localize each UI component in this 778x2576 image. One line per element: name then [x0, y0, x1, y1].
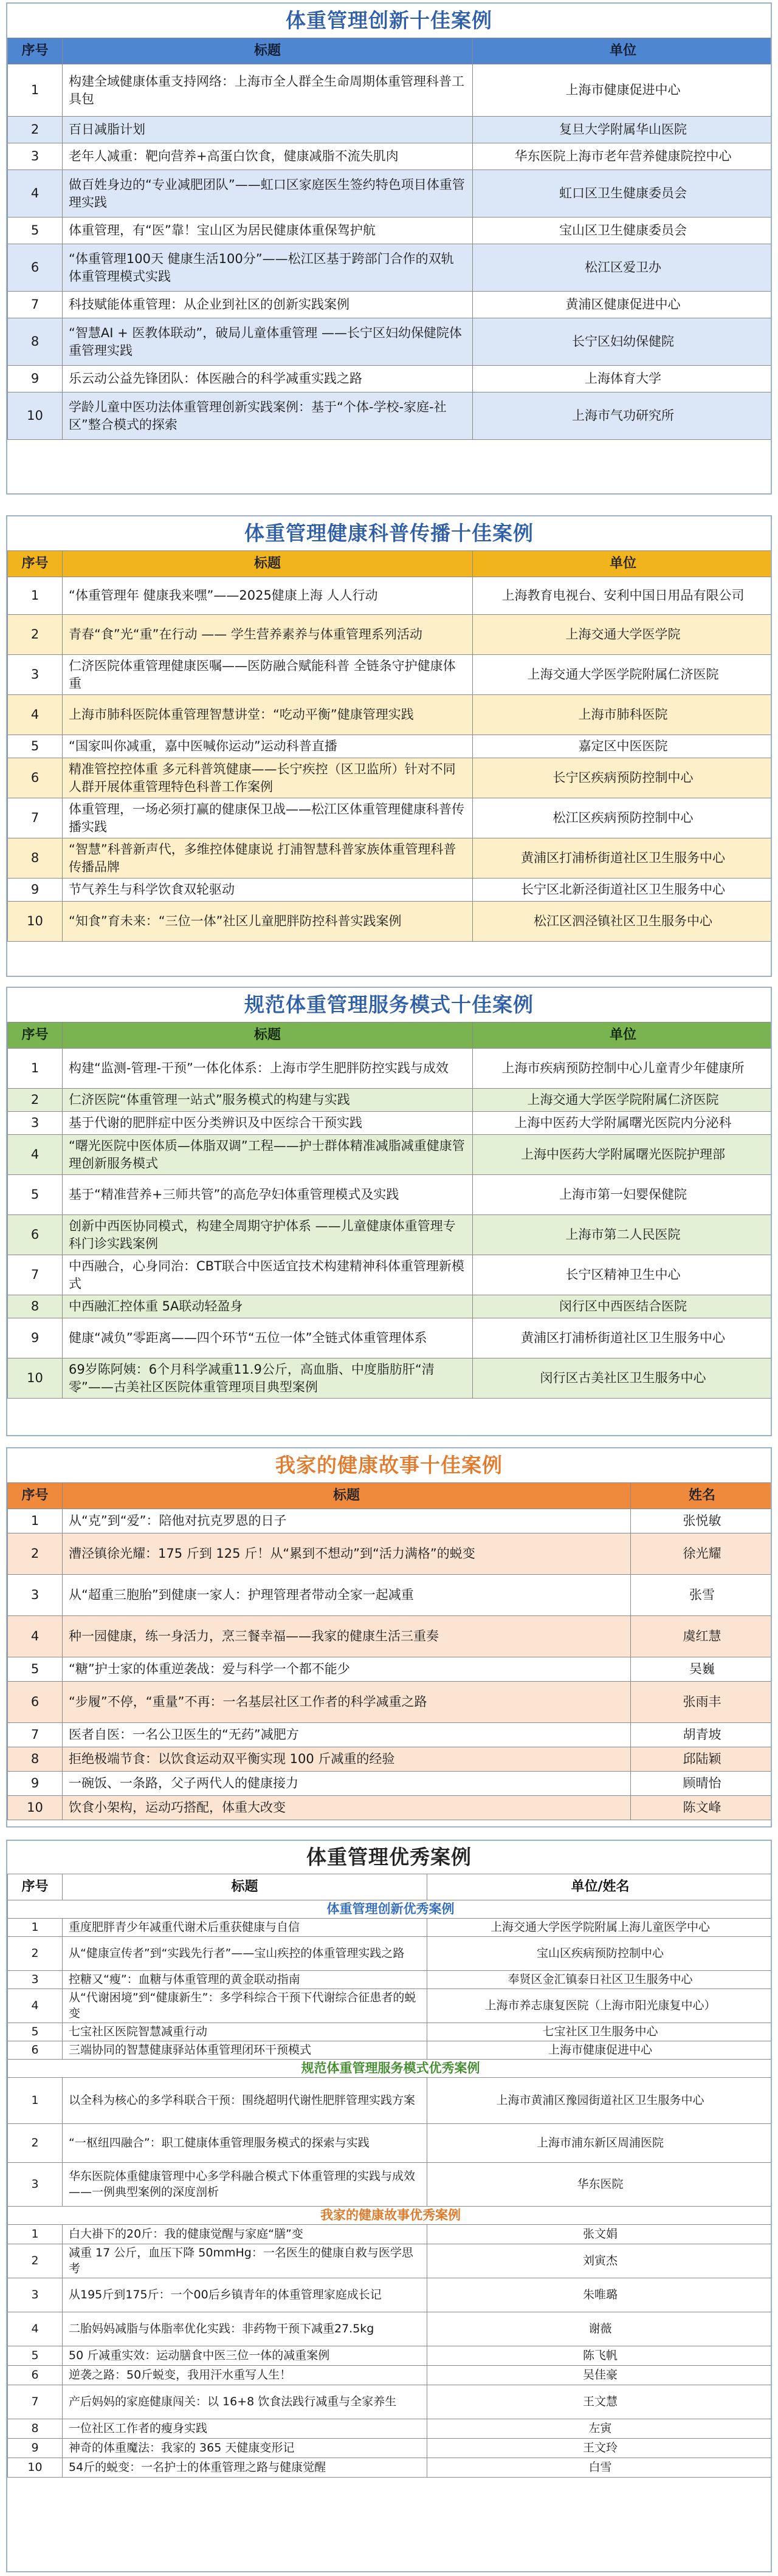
row-unit: 上海市第二人民医院: [473, 1215, 773, 1255]
row-title: 一碗饭、一条路，父子两代人的健康接力: [63, 1772, 631, 1796]
row-name: 吴巍: [631, 1657, 773, 1682]
row-number: 1: [8, 2225, 63, 2244]
row-number: 10: [8, 2458, 63, 2478]
header-title: 标题: [63, 1023, 473, 1049]
row-title: 做百姓身边的“专业减肥团队”——虹口区家庭医生签约特色项目体重管理实践: [63, 170, 473, 218]
row-number: 1: [8, 1509, 63, 1533]
row-title: 健康“减负”零距离——四个环节“五位一体”全链式体重管理体系: [63, 1318, 473, 1358]
cases-table: [7, 1482, 772, 1820]
row-number: 3: [8, 2278, 63, 2312]
row-title: 拒绝极端节食：以饮食运动双平衡实现 100 斤减重的经验: [63, 1747, 631, 1772]
row-number: 5: [8, 1657, 63, 1682]
row-title: 构建“监测-管理-干预”一体化体系：上海市学生肥胖防控实践与成效: [63, 1049, 473, 1089]
header-number: 序号: [8, 551, 63, 577]
section-title: 体重管理创新十佳案例: [7, 4, 771, 38]
row-unit: 上海交通大学医学院附属仁济医院: [473, 655, 773, 695]
row-title: 白大褂下的20斤：我的健康觉醒与家庭“膳”变: [63, 2225, 427, 2244]
row-number: 2: [8, 2244, 63, 2278]
row-title: 节气养生与科学饮食双轮驱动: [63, 879, 473, 902]
section-title: 体重管理优秀案例: [7, 1841, 771, 1874]
row-number: 5: [8, 218, 63, 244]
row-number: 7: [8, 1255, 63, 1295]
row-name: 顾晴怡: [631, 1772, 773, 1796]
row-title: 从“克”到“爱”：陪他对抗克罗恩的日子: [63, 1509, 631, 1533]
row-title: 重度肥胖青少年减重代谢术后重获健康与自信: [63, 1919, 427, 1937]
row-title: 饮食小架构，运动巧搭配，体重大改变: [63, 1796, 631, 1820]
row-name: 白雪: [427, 2458, 773, 2478]
row-title: 仁济医院“体重管理一站式”服务模式的构建与实践: [63, 1089, 473, 1112]
row-number: 6: [8, 758, 63, 798]
row-name: 张雨丰: [631, 1682, 773, 1723]
row-number: 7: [8, 2385, 63, 2419]
row-number: 1: [8, 2078, 63, 2124]
row-number: 7: [8, 1723, 63, 1747]
row-number: 2: [8, 2124, 63, 2163]
row-name: 谢薇: [427, 2312, 773, 2346]
row-unit: 上海中医药大学附属曙光医院内分泌科: [473, 1112, 773, 1135]
row-name: 陈飞帆: [427, 2346, 773, 2366]
row-name: 邱陆颖: [631, 1747, 773, 1772]
row-unit: 黄浦区健康促进中心: [473, 292, 773, 318]
row-unit: 上海市健康促进中心: [427, 2041, 773, 2060]
row-title: 百日减脂计划: [63, 117, 473, 143]
row-unit: 上海交通大学医学院附属上海儿童医学中心: [427, 1919, 773, 1937]
row-title: “国家叫你减重，嘉中医喊你运动”运动科普直播: [63, 735, 473, 758]
row-title: 一位社区工作者的瘦身实践: [63, 2419, 427, 2439]
row-number: 8: [8, 838, 63, 879]
row-title: “糖”护士家的体重逆袭战：爱与科学一个都不能少: [63, 1657, 631, 1682]
row-number: 3: [8, 655, 63, 695]
row-number: 1: [8, 64, 63, 117]
row-number: 2: [8, 117, 63, 143]
row-unit: 长宁区妇幼保健院: [473, 318, 773, 366]
row-title: 乐云动公益先锋团队：体医融合的科学减重实践之路: [63, 366, 473, 392]
row-title: 基于“精准营养+三师共管”的高危孕妇体重管理模式及实践: [63, 1175, 473, 1215]
header-unit-name: 单位/姓名: [427, 1874, 773, 1900]
row-unit: 上海市疾病预防控制中心儿童青少年健康所: [473, 1049, 773, 1089]
row-title: 构建全域健康体重支持网络：上海市全人群全生命周期体重管理科普工具包: [63, 64, 473, 117]
row-unit: 七宝社区卫生服务中心: [427, 2023, 773, 2041]
header-name: 姓名: [631, 1483, 773, 1509]
row-unit: 宝山区卫生健康委员会: [473, 218, 773, 244]
section-science-communication-top10: [6, 515, 772, 977]
subsection-title: 规范体重管理服务模式优秀案例: [8, 2060, 773, 2078]
row-title: 学龄儿童中医功法体重管理创新实践案例：基于“个体-学校-家庭-社区”整合模式的探索: [63, 392, 473, 440]
row-title: 产后妈妈的家庭健康闯关：以 16+8 饮食法践行减重与全家养生: [63, 2385, 427, 2419]
row-unit: 长宁区精神卫生中心: [473, 1255, 773, 1295]
row-number: 10: [8, 392, 63, 440]
row-number: 9: [8, 366, 63, 392]
row-number: 4: [8, 170, 63, 218]
row-title: 中西融汇控体重 5A联动轻盈身: [63, 1295, 473, 1318]
row-title: 老年人减重：靶向营养+高蛋白饮食，健康减脂不流失肌肉: [63, 143, 473, 170]
row-title: 从195斤到175斤：一个00后乡镇青年的体重管理家庭成长记: [63, 2278, 427, 2312]
row-number: 6: [8, 1682, 63, 1723]
row-number: 3: [8, 1971, 63, 1989]
header-unit: 单位: [473, 551, 773, 577]
row-title: “智慧”科普新声代，多维控体健康说 打浦智慧科普家族体重管理科普传播品牌: [63, 838, 473, 879]
row-unit: 长宁区北新泾街道社区卫生服务中心: [473, 879, 773, 902]
row-title: 基于代谢的肥胖症中医分类辨识及中医综合干预实践: [63, 1112, 473, 1135]
row-number: 10: [8, 1358, 63, 1399]
row-unit: 上海市浦东新区周浦医院: [427, 2124, 773, 2163]
row-number: 3: [8, 2163, 63, 2207]
row-title: 科技赋能体重管理：从企业到社区的创新实践案例: [63, 292, 473, 318]
row-name: 徐光耀: [631, 1533, 773, 1575]
row-title: 体重管理，一场必须打赢的健康保卫战——松江区体重管理健康科普传播实践: [63, 798, 473, 838]
header-title: 标题: [63, 1874, 427, 1900]
row-number: 4: [8, 1989, 63, 2023]
row-title: 逆袭之路：50斤蜕变，我用汗水重写人生！: [63, 2366, 427, 2385]
row-title: 仁济医院体重管理健康医嘱——医防融合赋能科普 全链条守护健康体重: [63, 655, 473, 695]
row-title: 69岁陈阿姨：6个月科学减重11.9公斤，高血脂、中度脂肪肝“清零”——古美社区医院体重管理项目典型案例: [63, 1358, 473, 1399]
row-title: 以全科为核心的多学科联合干预：围绕超明代谢性肥胖管理实践方案: [63, 2078, 427, 2124]
row-number: 10: [8, 902, 63, 942]
row-name: 王文玲: [427, 2439, 773, 2458]
row-unit: 虹口区卫生健康委员会: [473, 170, 773, 218]
row-unit: 松江区爱卫办: [473, 244, 773, 292]
row-number: 6: [8, 2366, 63, 2385]
row-unit: 上海中医药大学附属曙光医院护理部: [473, 1135, 773, 1175]
row-title: 从“健康宣传者”到“实践先行者”——宝山疾控的体重管理实践之路: [63, 1937, 427, 1971]
cases-table: [7, 1022, 772, 1399]
row-name: 刘寅杰: [427, 2244, 773, 2278]
row-unit: 上海市第一妇婴保健院: [473, 1175, 773, 1215]
row-unit: 华东医院: [427, 2163, 773, 2207]
row-number: 1: [8, 577, 63, 615]
row-name: 朱唯璐: [427, 2278, 773, 2312]
row-unit: 上海市肺科医院: [473, 695, 773, 735]
row-title: “智慧AI + 医教体联动”，破局儿童体重管理 ——长宁区妇幼保健院体重管理实践: [63, 318, 473, 366]
row-number: 8: [8, 2419, 63, 2439]
row-unit: 闵行区古美社区卫生服务中心: [473, 1358, 773, 1399]
header-number: 序号: [8, 1483, 63, 1509]
section-family-story-top10: [6, 1447, 772, 1828]
row-number: 6: [8, 1215, 63, 1255]
section-service-model-top10: [6, 987, 772, 1436]
row-number: 3: [8, 1112, 63, 1135]
row-number: 4: [8, 1616, 63, 1657]
row-title: 从“代谢困境”到“健康新生”：多学科综合干预下代谢综合征患者的蜕变: [63, 1989, 427, 2023]
row-unit: 嘉定区中医医院: [473, 735, 773, 758]
header-title: 标题: [63, 1483, 631, 1509]
row-unit: 奉贤区金汇镇泰日社区卫生服务中心: [427, 1971, 773, 1989]
row-unit: 黄浦区打浦桥街道社区卫生服务中心: [473, 838, 773, 879]
row-title: 54斤的蜕变：一名护士的体重管理之路与健康觉醒: [63, 2458, 427, 2478]
row-title: “知食”育未来：“三位一体”社区儿童肥胖防控科普实践案例: [63, 902, 473, 942]
row-unit: 上海交通大学医学院附属仁济医院: [473, 1089, 773, 1112]
row-number: 2: [8, 1533, 63, 1575]
row-title: 创新中西医协同模式，构建全周期守护体系 ——儿童健康体重管理专科门诊实践案例: [63, 1215, 473, 1255]
header-number: 序号: [8, 1023, 63, 1049]
row-title: 控糖又“瘦”：血糖与体重管理的黄金联动指南: [63, 1971, 427, 1989]
row-number: 3: [8, 1575, 63, 1616]
row-title: 上海市肺科医院体重管理智慧讲堂：“吃动平衡”健康管理实践: [63, 695, 473, 735]
row-title: 减重 17 公斤，血压下降 50mmHg：一名医生的健康自救与医学思考: [63, 2244, 427, 2278]
row-number: 9: [8, 2439, 63, 2458]
row-unit: 上海教育电视台、安利中国日用品有限公司: [473, 577, 773, 615]
row-number: 8: [8, 318, 63, 366]
row-unit: 闵行区中西医结合医院: [473, 1295, 773, 1318]
row-number: 9: [8, 879, 63, 902]
row-title: “步履”不停，“重量”不再：一名基层社区工作者的科学减重之路: [63, 1682, 631, 1723]
row-number: 1: [8, 1049, 63, 1089]
header-number: 序号: [8, 1874, 63, 1900]
row-unit: 上海市养志康复医院（上海市阳光康复中心）: [427, 1989, 773, 2023]
row-number: 9: [8, 1318, 63, 1358]
row-name: 吴佳豪: [427, 2366, 773, 2385]
row-title: “体重管理年 健康我来嘿”——2025健康上海 人人行动: [63, 577, 473, 615]
row-title: “曙光医院中医体质—体脂双调”工程——护士群体精准减脂减重健康管理创新服务模式: [63, 1135, 473, 1175]
header-title: 标题: [63, 551, 473, 577]
row-title: 七宝社区医院智慧减重行动: [63, 2023, 427, 2041]
row-title: 从“超重三胞胎”到健康一家人：护理管理者带动全家一起减重: [63, 1575, 631, 1616]
row-name: 虞红慧: [631, 1616, 773, 1657]
cases-table: [7, 550, 772, 942]
subsection-title: 我家的健康故事优秀案例: [8, 2207, 773, 2225]
row-name: 左寅: [427, 2419, 773, 2439]
row-unit: 上海市健康促进中心: [473, 64, 773, 117]
row-title: 神奇的体重魔法：我家的 365 天健康变形记: [63, 2439, 427, 2458]
row-number: 7: [8, 798, 63, 838]
row-name: 陈文峰: [631, 1796, 773, 1820]
row-unit: 上海市气功研究所: [473, 392, 773, 440]
excellent-table: [7, 1874, 772, 2478]
header-title: 标题: [63, 38, 473, 64]
row-number: 4: [8, 2312, 63, 2346]
row-title: 医者自医：一名公卫医生的“无药”减肥方: [63, 1723, 631, 1747]
row-unit: 复旦大学附属华山医院: [473, 117, 773, 143]
subsection-title: 体重管理创新优秀案例: [8, 1900, 773, 1919]
row-unit: 松江区泗泾镇社区卫生服务中心: [473, 902, 773, 942]
row-name: 胡青坡: [631, 1723, 773, 1747]
section-innovation-top10: [6, 2, 772, 495]
section-excellent-cases: [6, 1840, 772, 2572]
row-title: 华东医院体重健康管理中心多学科融合模式下体重管理的实践与成效——一例典型案例的深度剖析: [63, 2163, 427, 2207]
row-title: 青春“食”光“重”在行动 —— 学生营养素养与体重管理系列活动: [63, 615, 473, 655]
row-number: 6: [8, 244, 63, 292]
row-number: 8: [8, 1295, 63, 1318]
row-unit: 松江区疾病预防控制中心: [473, 798, 773, 838]
section-title: 我家的健康故事十佳案例: [7, 1448, 771, 1482]
row-title: 三端协同的智慧健康驿站体重管理闭环干预模式: [63, 2041, 427, 2060]
row-number: 6: [8, 2041, 63, 2060]
row-title: 精准管控控体重 多元科普筑健康——长宁疾控（区卫监所）针对不同人群开展体重管理特色科普工作案例: [63, 758, 473, 798]
section-title: 体重管理健康科普传播十佳案例: [7, 516, 771, 550]
row-number: 5: [8, 735, 63, 758]
row-number: 8: [8, 1747, 63, 1772]
row-unit: 宝山区疾病预防控制中心: [427, 1937, 773, 1971]
row-number: 2: [8, 615, 63, 655]
row-number: 2: [8, 1089, 63, 1112]
row-name: 张悦敏: [631, 1509, 773, 1533]
header-unit: 单位: [473, 1023, 773, 1049]
section-title: 规范体重管理服务模式十佳案例: [7, 988, 771, 1022]
row-number: 5: [8, 1175, 63, 1215]
row-name: 王文慧: [427, 2385, 773, 2419]
row-number: 9: [8, 1772, 63, 1796]
row-title: “体重管理100天 健康生活100分”——松江区基于跨部门合作的双轨体重管理模式实践: [63, 244, 473, 292]
row-unit: 长宁区疾病预防控制中心: [473, 758, 773, 798]
row-title: 体重管理，有“医”靠！宝山区为居民健康体重保驾护航: [63, 218, 473, 244]
row-number: 3: [8, 143, 63, 170]
row-title: “一枢纽四融合”：职工健康体重管理服务模式的探索与实践: [63, 2124, 427, 2163]
row-number: 5: [8, 2346, 63, 2366]
row-name: 张文娟: [427, 2225, 773, 2244]
row-unit: 上海市黄浦区豫园街道社区卫生服务中心: [427, 2078, 773, 2124]
header-number: 序号: [8, 38, 63, 64]
row-unit: 上海交通大学医学院: [473, 615, 773, 655]
row-title: 50 斤减重实效：运动膳食中医三位一体的减重案例: [63, 2346, 427, 2366]
row-number: 7: [8, 292, 63, 318]
row-title: 中西融合，心身同治：CBT联合中医适宜技术构建精神科体重管理新模式: [63, 1255, 473, 1295]
row-number: 1: [8, 1919, 63, 1937]
row-number: 4: [8, 695, 63, 735]
row-unit: 黄浦区打浦桥街道社区卫生服务中心: [473, 1318, 773, 1358]
row-title: 漕泾镇徐光耀：175 斤到 125 斤！从“累到不想动”到“活力满格”的蜕变: [63, 1533, 631, 1575]
row-title: 二胎妈妈减脂与体脂率优化实践：非药物干预下减重27.5kg: [63, 2312, 427, 2346]
row-unit: 上海体育大学: [473, 366, 773, 392]
cases-table: [7, 38, 772, 440]
row-number: 4: [8, 1135, 63, 1175]
row-number: 5: [8, 2023, 63, 2041]
row-unit: 华东医院上海市老年营养健康院控中心: [473, 143, 773, 170]
row-title: 种一园健康，练一身活力，烹三餐幸福——我家的健康生活三重奏: [63, 1616, 631, 1657]
row-number: 2: [8, 1937, 63, 1971]
header-unit: 单位: [473, 38, 773, 64]
row-number: 10: [8, 1796, 63, 1820]
row-name: 张雪: [631, 1575, 773, 1616]
